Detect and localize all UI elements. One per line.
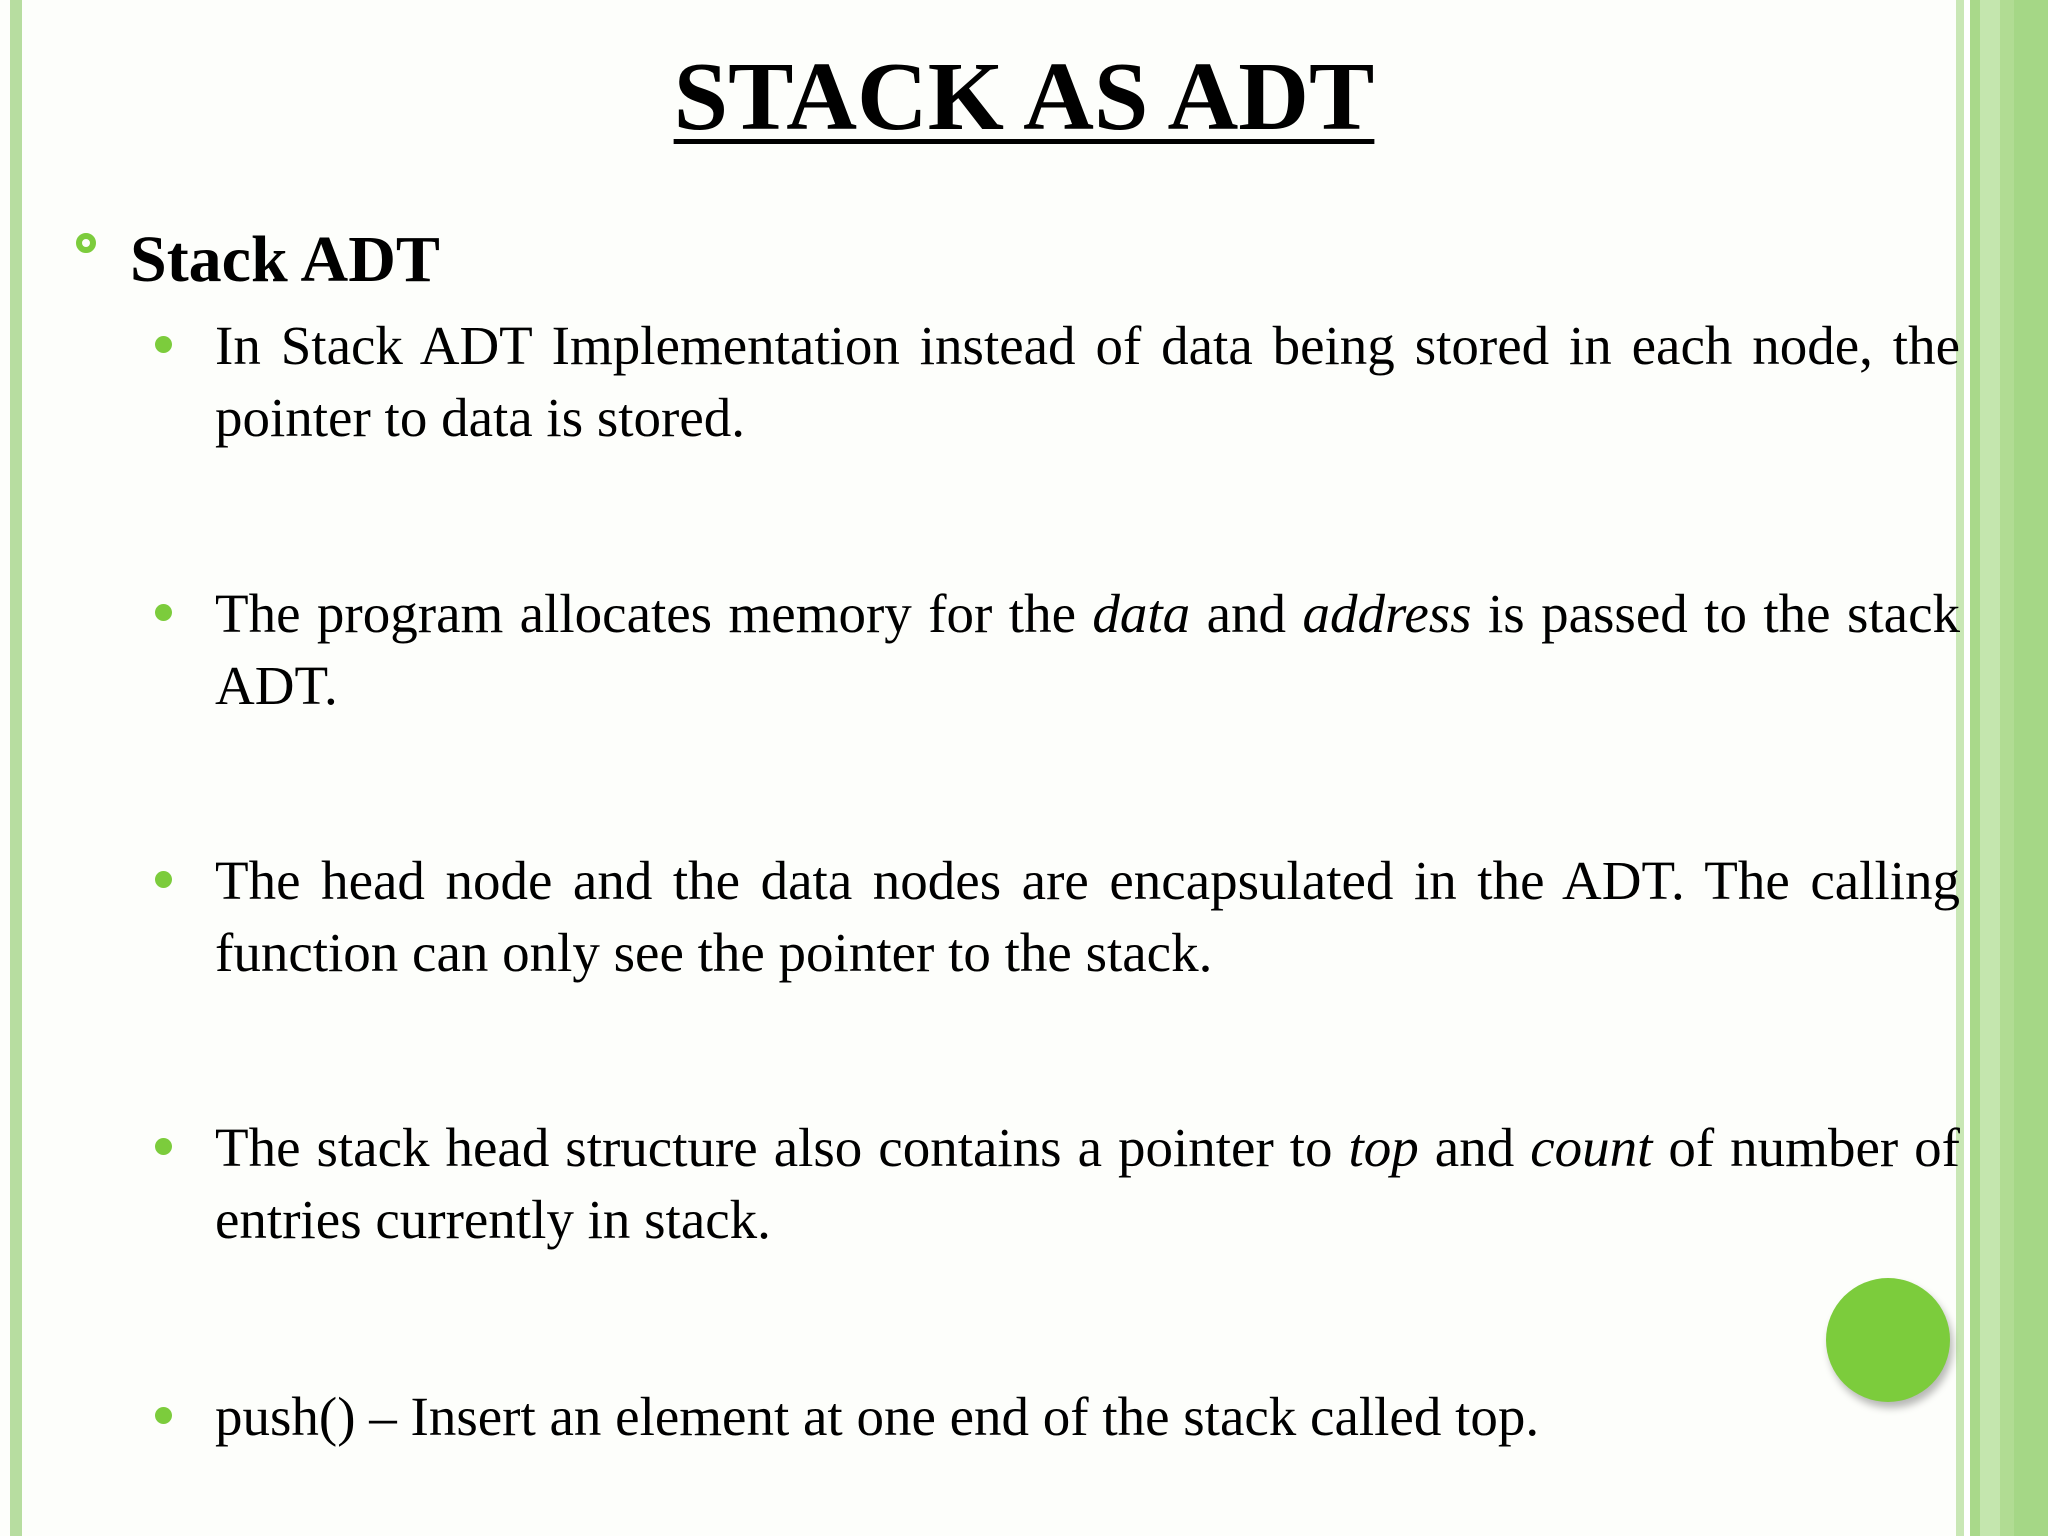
dot-bullet-icon: [155, 1407, 172, 1424]
green-circle-icon: [1826, 1278, 1950, 1402]
bullet-text: push() – Insert an element at one end of the stack called top.: [215, 1386, 1540, 1447]
slide-title-text: STACK AS ADT: [673, 43, 1375, 151]
heading-bullet-row: [76, 222, 440, 298]
bullet-text: The program allocates memory for the data and address is passed to the stack ADT.: [215, 583, 1960, 716]
bullet-text: In Stack ADT Implementation instead of data being stored in each node, the pointer to data is stored.: [215, 315, 1960, 448]
bullet-text: The head node and the data nodes are encapsulated in the ADT. The calling function can only see the pointer to the stack.: [215, 850, 1960, 983]
dot-bullet-icon: [155, 604, 172, 621]
section-heading: Stack ADT: [130, 223, 440, 296]
right-border-decoration: [1956, 0, 2048, 1536]
slide-title: [0, 42, 2048, 152]
dot-bullet-icon: [155, 336, 172, 353]
bullet-text: The stack head structure also contains a pointer to top and count of number of entries currently in stack.: [215, 1117, 1960, 1250]
ring-bullet-icon: [76, 233, 96, 253]
dot-bullet-icon: [155, 1138, 172, 1155]
left-border-stripe: [10, 0, 22, 1536]
dot-bullet-icon: [155, 871, 172, 888]
